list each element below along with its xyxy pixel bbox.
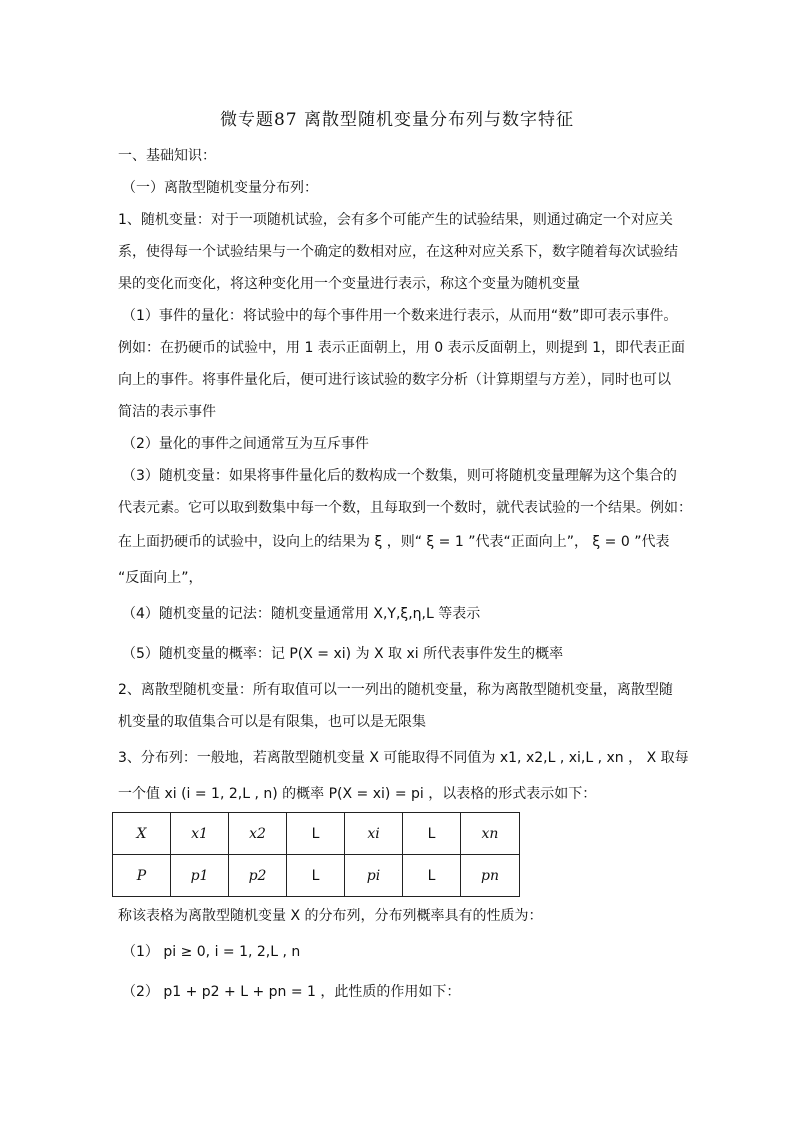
table-cell: X [113, 813, 171, 855]
paragraph-line: 机变量的取值集合可以是有限集，也可以是无限集 [118, 714, 426, 730]
paragraph-line: 果的变化而变化，将这种变化用一个变量进行表示，称这个变量为随机变量 [118, 276, 580, 292]
table-cell: P [113, 855, 171, 897]
table-cell: xi [345, 813, 403, 855]
table-row [113, 855, 520, 897]
paragraph-line: 例如：在扔硬币的试验中，用 1 表示正面朝上，用 0 表示反面朝上，则提到 1，即代表正面 [118, 340, 685, 356]
subsection-heading: （一）离散型随机变量分布列： [122, 180, 318, 196]
paragraph-line: “反面向上”， [118, 570, 203, 586]
table-cell: L [403, 813, 461, 855]
paragraph-line: 代表元素。它可以取到数集中每一个数，且每取到一个数时，就代表试验的一个结果。例如： [118, 500, 692, 516]
table-cell: p2 [229, 855, 287, 897]
table-cell: x1 [171, 813, 229, 855]
table-row [113, 813, 520, 855]
table-cell: p1 [171, 855, 229, 897]
paragraph-line: （3）随机变量：如果将事件量化后的数构成一个数集，则可将随机变量理解为这个集合的 [122, 468, 677, 484]
table-cell: L [287, 855, 345, 897]
paragraph-line: 1、随机变量：对于一项随机试验，会有多个可能产生的试验结果，则通过确定一个对应关 [118, 212, 673, 228]
paragraph-line: 2、离散型随机变量：所有取值可以一一列出的随机变量，称为离散型随机变量，离散型随 [118, 682, 673, 698]
table-cell: pi [345, 855, 403, 897]
paragraph-line: 3、分布列：一般地，若离散型随机变量 X 可能取得不同值为 x1, x2,L , xi,L , xn ， X 取每 [118, 750, 689, 766]
page-title: 微专题87 离散型随机变量分布列与数字特征 [219, 110, 575, 130]
table-cell: xn [461, 813, 520, 855]
paragraph-line: 一个值 xi (i = 1, 2,L , n) 的概率 P(X = xi) = pi ，以表格的形式表示如下： [118, 786, 597, 802]
table-cell: x2 [229, 813, 287, 855]
table-cell: L [287, 813, 345, 855]
paragraph-line: 在上面扔硬币的试验中，设向上的结果为 ξ ，则“ ξ = 1 ”代表“正面向上”， ξ = 0 ”代表 [118, 534, 670, 550]
section-heading: 一、基础知识： [118, 148, 216, 164]
paragraph-line: （1）事件的量化：将试验中的每个事件用一个数来进行表示，从而用“数”即可表示事件。 [122, 308, 678, 324]
paragraph-line: （1） pi ≥ 0, i = 1, 2,L , n [122, 944, 301, 960]
paragraph-line: 称该表格为离散型随机变量 X 的分布列，分布列概率具有的性质为： [118, 908, 543, 924]
paragraph-line: 简洁的表示事件 [118, 404, 216, 420]
paragraph-line: （5）随机变量的概率：记 P(X = xi) 为 X 取 xi 所代表事件发生的概率 [122, 646, 564, 662]
paragraph-line: （4）随机变量的记法：随机变量通常用 X,Y,ξ,η,L 等表示 [122, 606, 481, 622]
distribution-table [112, 812, 520, 897]
paragraph-line: 向上的事件。将事件量化后，便可进行该试验的数字分析（计算期望与方差），同时也可以 [118, 372, 671, 388]
paragraph-line: （2） p1 + p2 + L + pn = 1 ，此性质的作用如下： [122, 984, 461, 1000]
table-cell: pn [461, 855, 520, 897]
paragraph-line: 系，使得每一个试验结果与一个确定的数相对应，在这种对应关系下，数字随着每次试验结 [118, 244, 678, 260]
paragraph-line: （2）量化的事件之间通常互为互斥事件 [122, 436, 369, 452]
table-cell: L [403, 855, 461, 897]
